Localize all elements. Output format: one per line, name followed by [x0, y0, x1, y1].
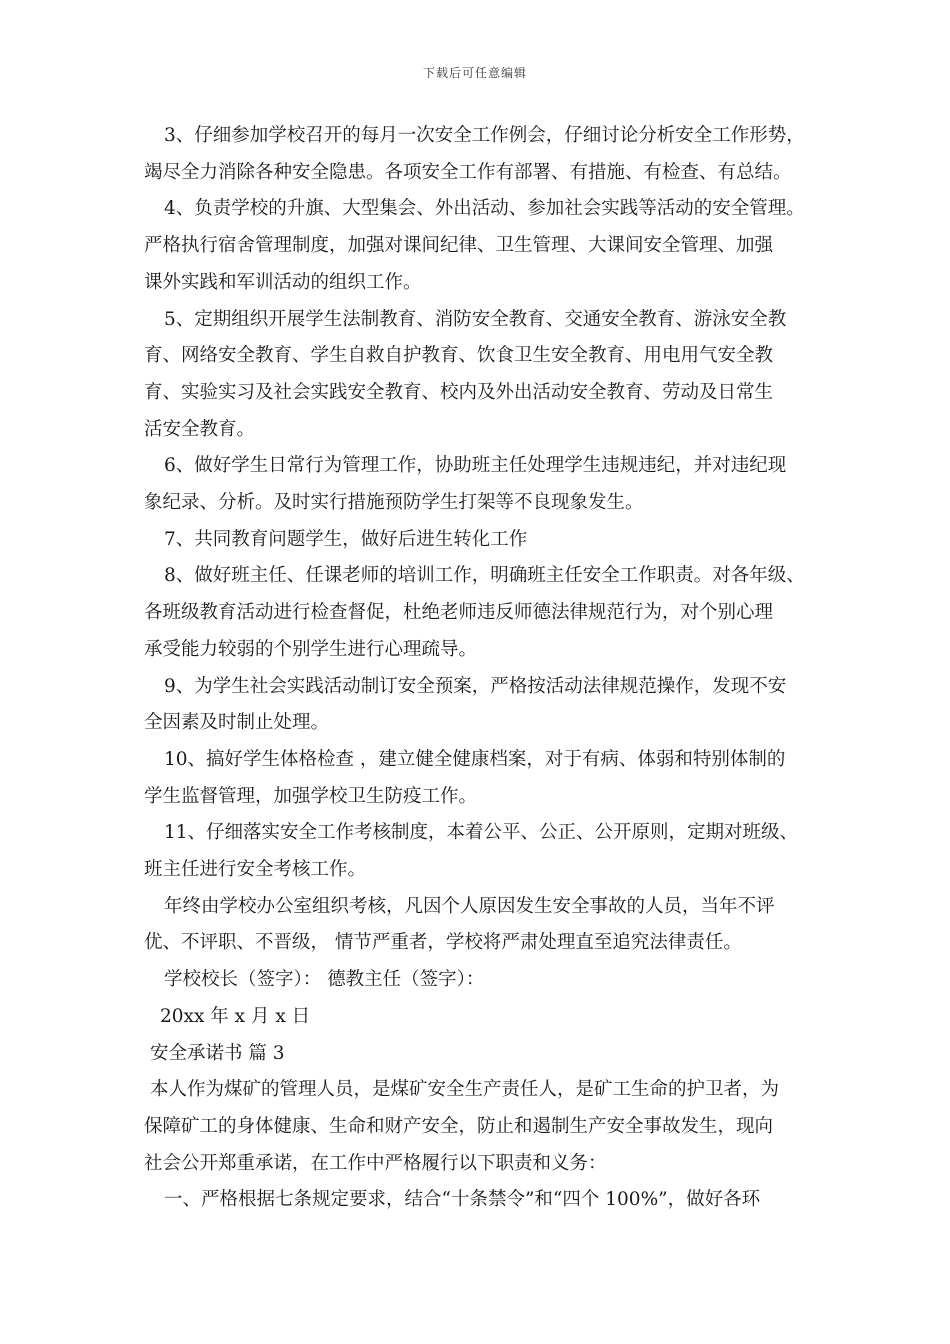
paragraph-item-5	[144, 302, 824, 449]
document-body	[144, 118, 824, 1219]
text-line: 育、网络安全教育、学生自救自护教育、饮食卫生安全教育、用电用气安全教	[144, 345, 774, 367]
text-line: 11、仔细落实安全工作考核制度，本着公平、公正、公开原则，定期对班级、	[164, 822, 799, 844]
text-line: 竭尽全力消除各种安全隐患。各项安全工作有部署、有措施、有检查、有总结。	[144, 161, 792, 183]
text-line: 安全承诺书 篇 3	[150, 1042, 285, 1064]
paragraph-item-10	[144, 742, 824, 815]
text-line: 10、搞好学生体格检查 ，建立健全健康档案，对于有病、体弱和特别体制的	[164, 748, 786, 770]
page-header-note: 下载后可任意编辑	[422, 66, 527, 80]
paragraph-item-11	[144, 815, 824, 888]
text-line: 9、为学生社会实践活动制订安全预案，严格按活动法律规范操作，发现不安	[164, 675, 787, 697]
paragraph-item-one	[144, 1182, 824, 1219]
paragraph-item-6	[144, 448, 824, 521]
text-line: 4、负责学校的升旗、大型集会、外出活动、参加社会实践等活动的安全管理。	[164, 198, 805, 220]
text-line: 年终由学校办公室组织考核，凡因个人原因发生安全事故的人员，当年不评	[164, 895, 775, 917]
text-line: 3、仔细参加学校召开的每月一次安全工作例会，仔细讨论分析安全工作形势，	[164, 125, 805, 146]
paragraph-item-8	[144, 558, 824, 668]
paragraph-item-3	[144, 118, 824, 191]
text-line: 严格执行宿舍管理制度，加强对课间纪律、卫生管理、大课间安全管理、加强	[144, 235, 774, 257]
text-line: 班主任进行安全考核工作。	[144, 859, 367, 881]
text-line: 育、实验实习及社会实践安全教育、校内及外出活动安全教育、劳动及日常生	[144, 381, 774, 403]
section-heading	[144, 1036, 824, 1073]
text-line: 承受能力较弱的个别学生进行心理疏导。	[144, 638, 478, 660]
text-line: 一、严格根据七条规定要求，结合“十条禁令”和“四个 100%”，做好各环	[164, 1189, 761, 1211]
paragraph-item-9	[144, 669, 824, 742]
text-line: 各班级教育活动进行检查督促，杜绝老师违反师德法律规范行为，对个别心理	[144, 602, 774, 624]
text-line: 学校校长（签字）： 德教主任（签字）：	[164, 969, 485, 991]
text-line: 保障矿工的身体健康、生命和财产安全，防止和遏制生产安全事故发生，现向	[144, 1115, 774, 1137]
paragraph-item-4	[144, 191, 824, 301]
paragraph-commitment-intro	[144, 1072, 824, 1182]
signature-line	[144, 962, 824, 999]
text-line: 活安全教育。	[144, 418, 256, 440]
text-line: 社会公开郑重承诺，在工作中严格履行以下职责和义务：	[144, 1152, 607, 1174]
text-line: 学生监督管理，加强学校卫生防疫工作。	[144, 785, 478, 807]
paragraph-item-7	[144, 522, 824, 559]
text-line: 课外实践和军训活动的组织工作。	[144, 271, 422, 293]
text-line: 5、定期组织开展学生法制教育、消防安全教育、交通安全教育、游泳安全教	[164, 308, 787, 330]
text-line: 象纪录、分析。及时实行措施预防学生打架等不良现象发生。	[144, 492, 644, 514]
text-line: 6、做好学生日常行为管理工作，协助班主任处理学生违规违纪，并对违纪现	[164, 455, 787, 477]
text-line: 7、共同教育问题学生，做好后进生转化工作	[164, 528, 528, 550]
text-line: 本人作为煤矿的管理人员，是煤矿安全生产责任人，是矿工生命的护卫者，为	[150, 1079, 780, 1101]
date-line	[144, 999, 824, 1036]
paragraph-year-end-assessment	[144, 889, 824, 962]
text-line: 全因素及时制止处理。	[144, 712, 330, 734]
text-line: 8、做好班主任、任课老师的培训工作，明确班主任安全工作职责。对各年级、	[164, 565, 805, 587]
text-line: 20xx 年 x 月 x 日	[160, 1005, 311, 1027]
text-line: 优、不评职、不晋级， 情节严重者，学校将严肃处理直至追究法律责任。	[144, 932, 742, 954]
